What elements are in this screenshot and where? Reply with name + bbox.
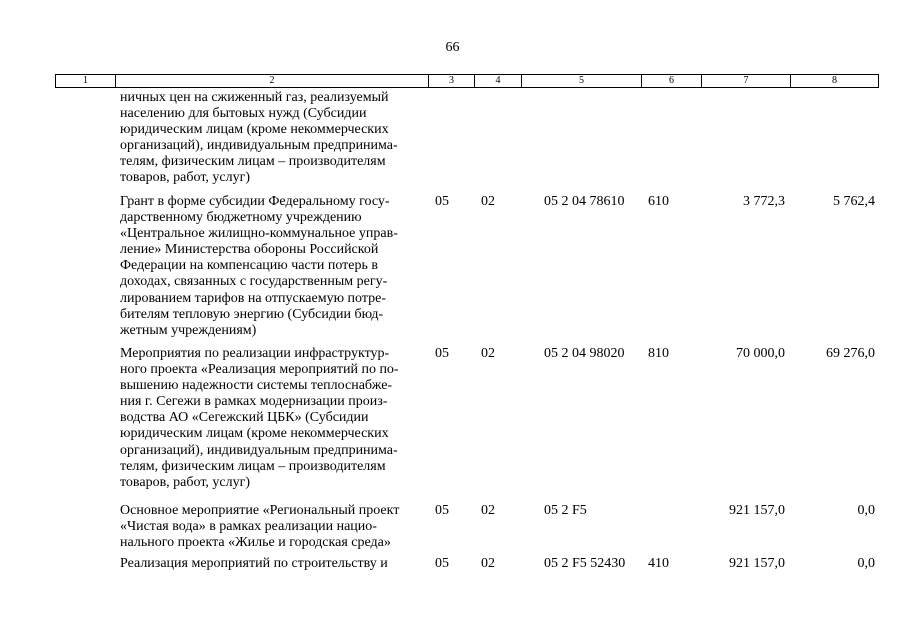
row-description: Грант в форме субсидии Федеральному госу- дарственному бюджетному учреждению «Центральное жилищно-коммунальное управ- ление» Министерства обороны Российской Федерации на компенсацию части потерь в доходах, связанных с государственным регу- лированием тарифов на отпускаемую потре- бителям тепловую энергию (Субсидии бюд- жетным учреждениям) [120, 194, 398, 338]
row-amount-col7: 921 157,0 [729, 503, 785, 518]
header-col-7: 7 [702, 75, 791, 88]
row-expense-type: 410 [648, 556, 669, 571]
row-target-article: 05 2 04 78610 [544, 194, 625, 209]
header-col-2: 2 [116, 75, 429, 88]
row-description: Основное мероприятие «Региональный проект «Чистая вода» в рамках реализации нацио- нального проекта «Жилье и городская среда» [120, 503, 400, 551]
row-target-article: 05 2 F5 [544, 503, 587, 518]
row-amount-col8: 5 762,4 [833, 194, 875, 209]
header-col-3: 3 [429, 75, 475, 88]
row-target-article: 05 2 04 98020 [544, 346, 625, 361]
row-section: 05 [435, 556, 449, 571]
header-col-6: 6 [642, 75, 702, 88]
column-number-header [55, 74, 879, 88]
row-target-article: 05 2 F5 52430 [544, 556, 626, 571]
row-description: Мероприятия по реализации инфраструктур- ного проекта «Реализация мероприятий по по- вышению надежности системы теплоснабже- ния г. Сегежи в рамках модернизации произ- водства АО «Сегежский ЦБК» (Субсидии юридическим лицам (кроме некоммерческих организаций), индивидуальным предпринима- телям, физическим лицам – производителям товаров, работ, услуг) [120, 346, 399, 490]
row-subsection: 02 [481, 346, 495, 361]
row-amount-col7: 70 000,0 [736, 346, 785, 361]
row-section: 05 [435, 194, 449, 209]
row-description: ничных цен на сжиженный газ, реализуемый населению для бытовых нужд (Субсидии юридическим лицам (кроме некоммерческих организаций), индивидуальным предпринима- телям, физическим лицам – производителям товаров, работ, услуг) [120, 90, 398, 186]
row-expense-type: 610 [648, 194, 669, 209]
row-subsection: 02 [481, 556, 495, 571]
row-expense-type: 810 [648, 346, 669, 361]
header-col-1: 1 [56, 75, 116, 88]
header-col-8: 8 [791, 75, 879, 88]
row-amount-col8: 0,0 [857, 503, 875, 518]
page-number: 66 [445, 40, 460, 55]
header-col-4: 4 [475, 75, 522, 88]
row-section: 05 [435, 503, 449, 518]
row-section: 05 [435, 346, 449, 361]
row-amount-col7: 921 157,0 [729, 556, 785, 571]
header-col-5: 5 [522, 75, 642, 88]
row-amount-col7: 3 772,3 [743, 194, 785, 209]
row-amount-col8: 69 276,0 [826, 346, 875, 361]
row-subsection: 02 [481, 503, 495, 518]
row-subsection: 02 [481, 194, 495, 209]
row-amount-col8: 0,0 [857, 556, 875, 571]
row-description: Реализация мероприятий по строительству и [120, 556, 388, 571]
